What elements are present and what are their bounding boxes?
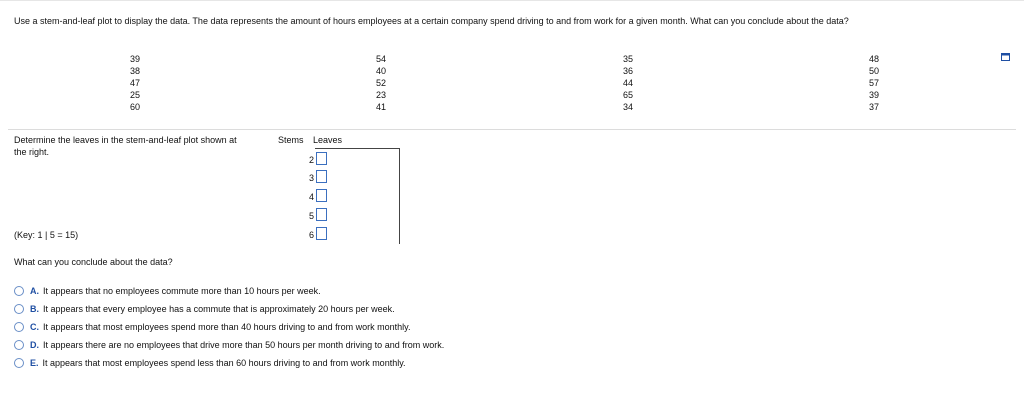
option-text: It appears that most employees spend more than 40 hours driving to and from work monthly. xyxy=(43,322,411,332)
leaves-header: Leaves xyxy=(313,135,343,145)
data-value: 39 xyxy=(868,90,879,100)
leaf-input-stem-5[interactable] xyxy=(316,208,327,221)
radio-button[interactable] xyxy=(14,322,24,332)
option-letter: E. xyxy=(30,358,39,368)
data-column-2 xyxy=(361,53,401,113)
data-value: 41 xyxy=(375,102,386,112)
radio-button[interactable] xyxy=(14,304,24,314)
option-b[interactable] xyxy=(14,302,395,316)
data-value: 50 xyxy=(868,66,879,76)
data-value: 39 xyxy=(129,54,140,64)
data-value: 38 xyxy=(129,66,140,76)
option-letter: C. xyxy=(30,322,39,332)
data-value: 47 xyxy=(129,78,140,88)
data-value: 23 xyxy=(375,90,386,100)
data-value: 65 xyxy=(622,90,633,100)
expand-icon[interactable] xyxy=(1001,53,1010,61)
radio-button[interactable] xyxy=(14,340,24,350)
option-letter: A. xyxy=(30,286,39,296)
data-value: 34 xyxy=(622,102,633,112)
option-text: It appears there are no employees that drive more than 50 hours per month driving to and from work. xyxy=(43,340,445,350)
question-text: Use a stem-and-leaf plot to display the data. The data represents the amount of hours employees at a certain company spend driving to and from work for a given month. What can you conclude about the data? xyxy=(14,16,849,26)
data-value: 25 xyxy=(129,90,140,100)
leaf-input-stem-3[interactable] xyxy=(316,170,327,183)
data-value: 48 xyxy=(868,54,879,64)
option-text: It appears that no employees commute more than 10 hours per week. xyxy=(43,286,321,296)
plot-right-line xyxy=(399,148,400,244)
data-value: 54 xyxy=(375,54,386,64)
data-value: 40 xyxy=(375,66,386,76)
stem-value: 5 xyxy=(308,211,314,221)
radio-button[interactable] xyxy=(14,286,24,296)
stem-value: 4 xyxy=(308,192,314,202)
stem-value: 6 xyxy=(308,230,314,240)
data-value: 60 xyxy=(129,102,140,112)
radio-button[interactable] xyxy=(14,358,24,368)
data-value: 44 xyxy=(622,78,633,88)
leaf-input-stem-2[interactable] xyxy=(316,152,327,165)
option-d[interactable] xyxy=(14,338,444,352)
leaf-input-stem-6[interactable] xyxy=(316,227,327,240)
data-value: 35 xyxy=(622,54,633,64)
option-text: It appears that most employees spend less than 60 hours driving to and from work monthly. xyxy=(42,358,406,368)
data-column-1 xyxy=(115,53,155,113)
stem-value: 2 xyxy=(308,155,314,165)
stems-header: Stems xyxy=(278,135,304,145)
option-c[interactable] xyxy=(14,320,411,334)
data-value: 52 xyxy=(375,78,386,88)
data-column-3 xyxy=(608,53,648,113)
option-a[interactable] xyxy=(14,284,321,298)
option-text: It appears that every employee has a commute that is approximately 20 hours per week. xyxy=(43,304,395,314)
plot-key: (Key: 1 | 5 = 15) xyxy=(14,230,79,240)
conclude-question: What can you conclude about the data? xyxy=(14,257,173,267)
leaf-input-stem-4[interactable] xyxy=(316,189,327,202)
prompt-text: Determine the leaves in the stem-and-leaf plot shown at the right. xyxy=(14,135,237,157)
data-value: 36 xyxy=(622,66,633,76)
option-letter: B. xyxy=(30,304,39,314)
data-value: 57 xyxy=(868,78,879,88)
data-column-4 xyxy=(854,53,894,113)
plot-top-line xyxy=(315,148,400,149)
data-value: 37 xyxy=(868,102,879,112)
section-divider xyxy=(8,129,1016,130)
option-e[interactable] xyxy=(14,356,406,370)
option-letter: D. xyxy=(30,340,39,350)
top-divider xyxy=(0,0,1024,1)
stem-value: 3 xyxy=(308,173,314,183)
